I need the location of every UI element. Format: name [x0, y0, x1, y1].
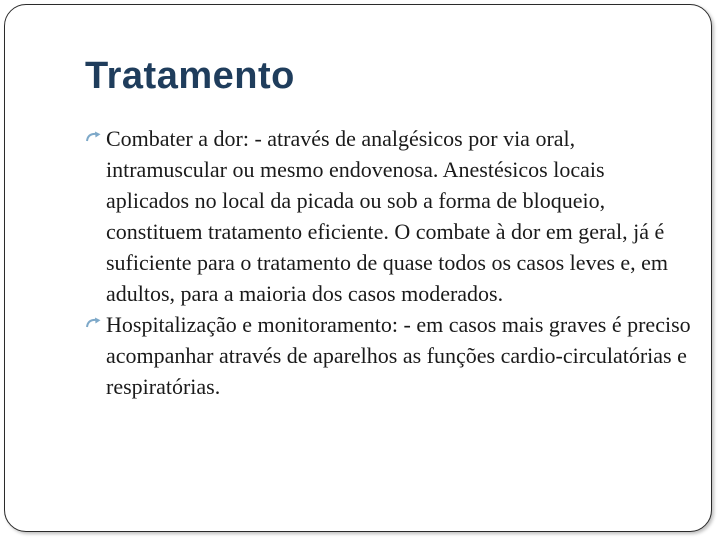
slide-content	[83, 123, 693, 402]
bullet-text: Combater a dor: - através de analgésicos por via oral, intramuscular ou mesmo endovenosa. Anestésicos locais aplicados no local da picada ou sob a forma de bloqueio, constituem tratamento eficiente. O combate à dor em geral, já é suficiente para o tratamento de quase todos os casos leves e, em adultos, para a maioria dos casos moderados.	[106, 126, 669, 306]
bullet-item	[83, 309, 693, 402]
curved-arrow-bullet-icon	[85, 309, 104, 340]
curved-arrow-bullet-icon	[85, 123, 104, 154]
bullet-text: Hospitalização e monitoramento: - em casos mais graves é preciso acompanhar através de aparelhos as funções cardio-circulatórias e respiratórias.	[106, 312, 691, 399]
bullet-item	[83, 123, 693, 309]
slide-title: Tratamento	[85, 55, 295, 97]
slide-frame	[4, 4, 712, 532]
